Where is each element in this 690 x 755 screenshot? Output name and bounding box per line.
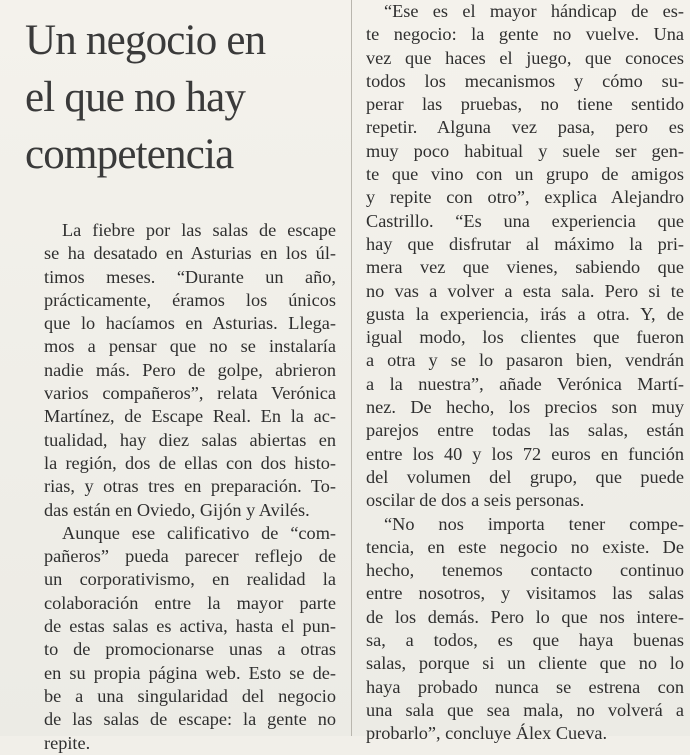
headline-line: competencia bbox=[25, 131, 234, 178]
text-line: de los demás. Pero lo que nos intere- bbox=[366, 606, 684, 627]
text-line: colaboración entre la mayor parte bbox=[44, 592, 336, 613]
text-line: sa, a todos, es que haya buenas bbox=[366, 630, 684, 651]
headline-line: Un negocio en bbox=[25, 17, 266, 64]
text-line: to de promocionarse unas a otras bbox=[44, 639, 336, 660]
text-line: La fiebre por las salas de escape bbox=[62, 220, 336, 240]
text-line: probarlo”, concluye Álex Cueva. bbox=[366, 723, 608, 744]
text-line: repite. bbox=[44, 732, 91, 753]
text-line: no vas a volver a esta sala. Pero si te bbox=[366, 280, 684, 301]
text-line: un corporativismo, en realidad la bbox=[44, 569, 336, 590]
left-column bbox=[44, 219, 336, 755]
text-line: de las salas de escape: la gente no bbox=[44, 709, 336, 730]
text-line: del volumen del grupo, que puede bbox=[366, 466, 684, 487]
text-line: das están en Oviedo, Gijón y Avilés. bbox=[44, 499, 310, 520]
text-line: “Ese es el mayor hándicap de es- bbox=[384, 1, 684, 21]
text-line: Castrillo. “Es una experiencia que bbox=[366, 210, 684, 231]
text-line: tualidad, hay diez salas abiertas en bbox=[44, 429, 336, 450]
text-line: hay que disfrutar al máximo la pri- bbox=[366, 233, 684, 254]
text-line: be a una singularidad del negocio bbox=[44, 685, 336, 706]
text-line: en su propia página web. Esto se de- bbox=[44, 662, 336, 683]
text-line: “No nos importa tener compe- bbox=[384, 513, 684, 534]
text-line: la región, dos de ellas con dos histo- bbox=[44, 452, 336, 473]
text-line: prácticamente, éramos los únicos bbox=[44, 289, 336, 310]
text-line: se ha desatado en Asturias en los úl- bbox=[44, 243, 336, 264]
text-line: entre los 40 y los 72 euros en función bbox=[366, 443, 684, 464]
text-line: igual modo, los clientes que fueron bbox=[366, 327, 684, 348]
text-line: a otra y se lo pasaron bien, vendrán bbox=[366, 350, 684, 371]
text-line: y repite con otro”, explica Alejandro bbox=[366, 187, 684, 208]
text-line: pañeros” pueda parecer reflejo de bbox=[44, 546, 336, 567]
text-line: Martínez, de Escape Real. En la ac- bbox=[44, 406, 336, 427]
text-line: oscilar de dos a seis personas. bbox=[366, 490, 585, 511]
text-line: entre nosotros, y visitamos las salas bbox=[366, 583, 684, 604]
text-line: hecho, tenemos contacto continuo bbox=[366, 560, 684, 581]
text-line: todos los mecanismos y cómo su- bbox=[366, 70, 684, 91]
text-line: salas, porque si un cliente que no lo bbox=[366, 653, 684, 674]
text-line: que lo hacíamos en Asturias. Llega- bbox=[44, 313, 336, 334]
text-line: mera vez que vienes, sabiendo que bbox=[366, 257, 684, 278]
text-line: haya probado nunca se estrena con bbox=[366, 676, 684, 697]
text-line: Aunque ese calificativo de “com- bbox=[62, 522, 336, 543]
text-line: te que vino con un grupo de amigos bbox=[366, 164, 684, 185]
right-column bbox=[366, 0, 684, 746]
text-line: varios compañeros”, relata Verónica bbox=[44, 383, 336, 404]
text-line: mos a pensar que no se instalaría bbox=[44, 336, 336, 357]
text-line: te negocio: la gente no vuelve. Una bbox=[366, 24, 684, 45]
text-line: una sala que sea mala, no volverá a bbox=[366, 699, 684, 720]
text-line: de estas salas es activa, hasta el pun- bbox=[44, 616, 336, 637]
headline-line: el que no hay bbox=[25, 74, 246, 121]
text-line: parejos entre todas las salas, están bbox=[366, 420, 684, 441]
text-line: rias, y otras tres en preparación. To- bbox=[44, 476, 336, 497]
text-line: repetir. Alguna vez pasa, pero es bbox=[366, 117, 684, 138]
text-line: nez. De hecho, los precios son muy bbox=[366, 397, 684, 418]
text-line: tencia, en este negocio no existe. De bbox=[366, 536, 684, 557]
text-line: muy poco habitual y suele ser gen- bbox=[366, 140, 684, 161]
text-line: gusta la experiencia, irás a otra. Y, de bbox=[366, 303, 684, 324]
headline bbox=[25, 12, 345, 183]
text-line: vez que haces el juego, que conoces bbox=[366, 47, 684, 68]
text-line: a la nuestra”, añade Verónica Martí- bbox=[366, 373, 684, 394]
text-line: timos meses. “Durante un año, bbox=[44, 266, 336, 287]
text-line: nadie más. Pero de golpe, abrieron bbox=[44, 359, 336, 380]
column-divider bbox=[351, 0, 352, 736]
text-line: perar las pruebas, no tiene sentido bbox=[366, 94, 684, 115]
